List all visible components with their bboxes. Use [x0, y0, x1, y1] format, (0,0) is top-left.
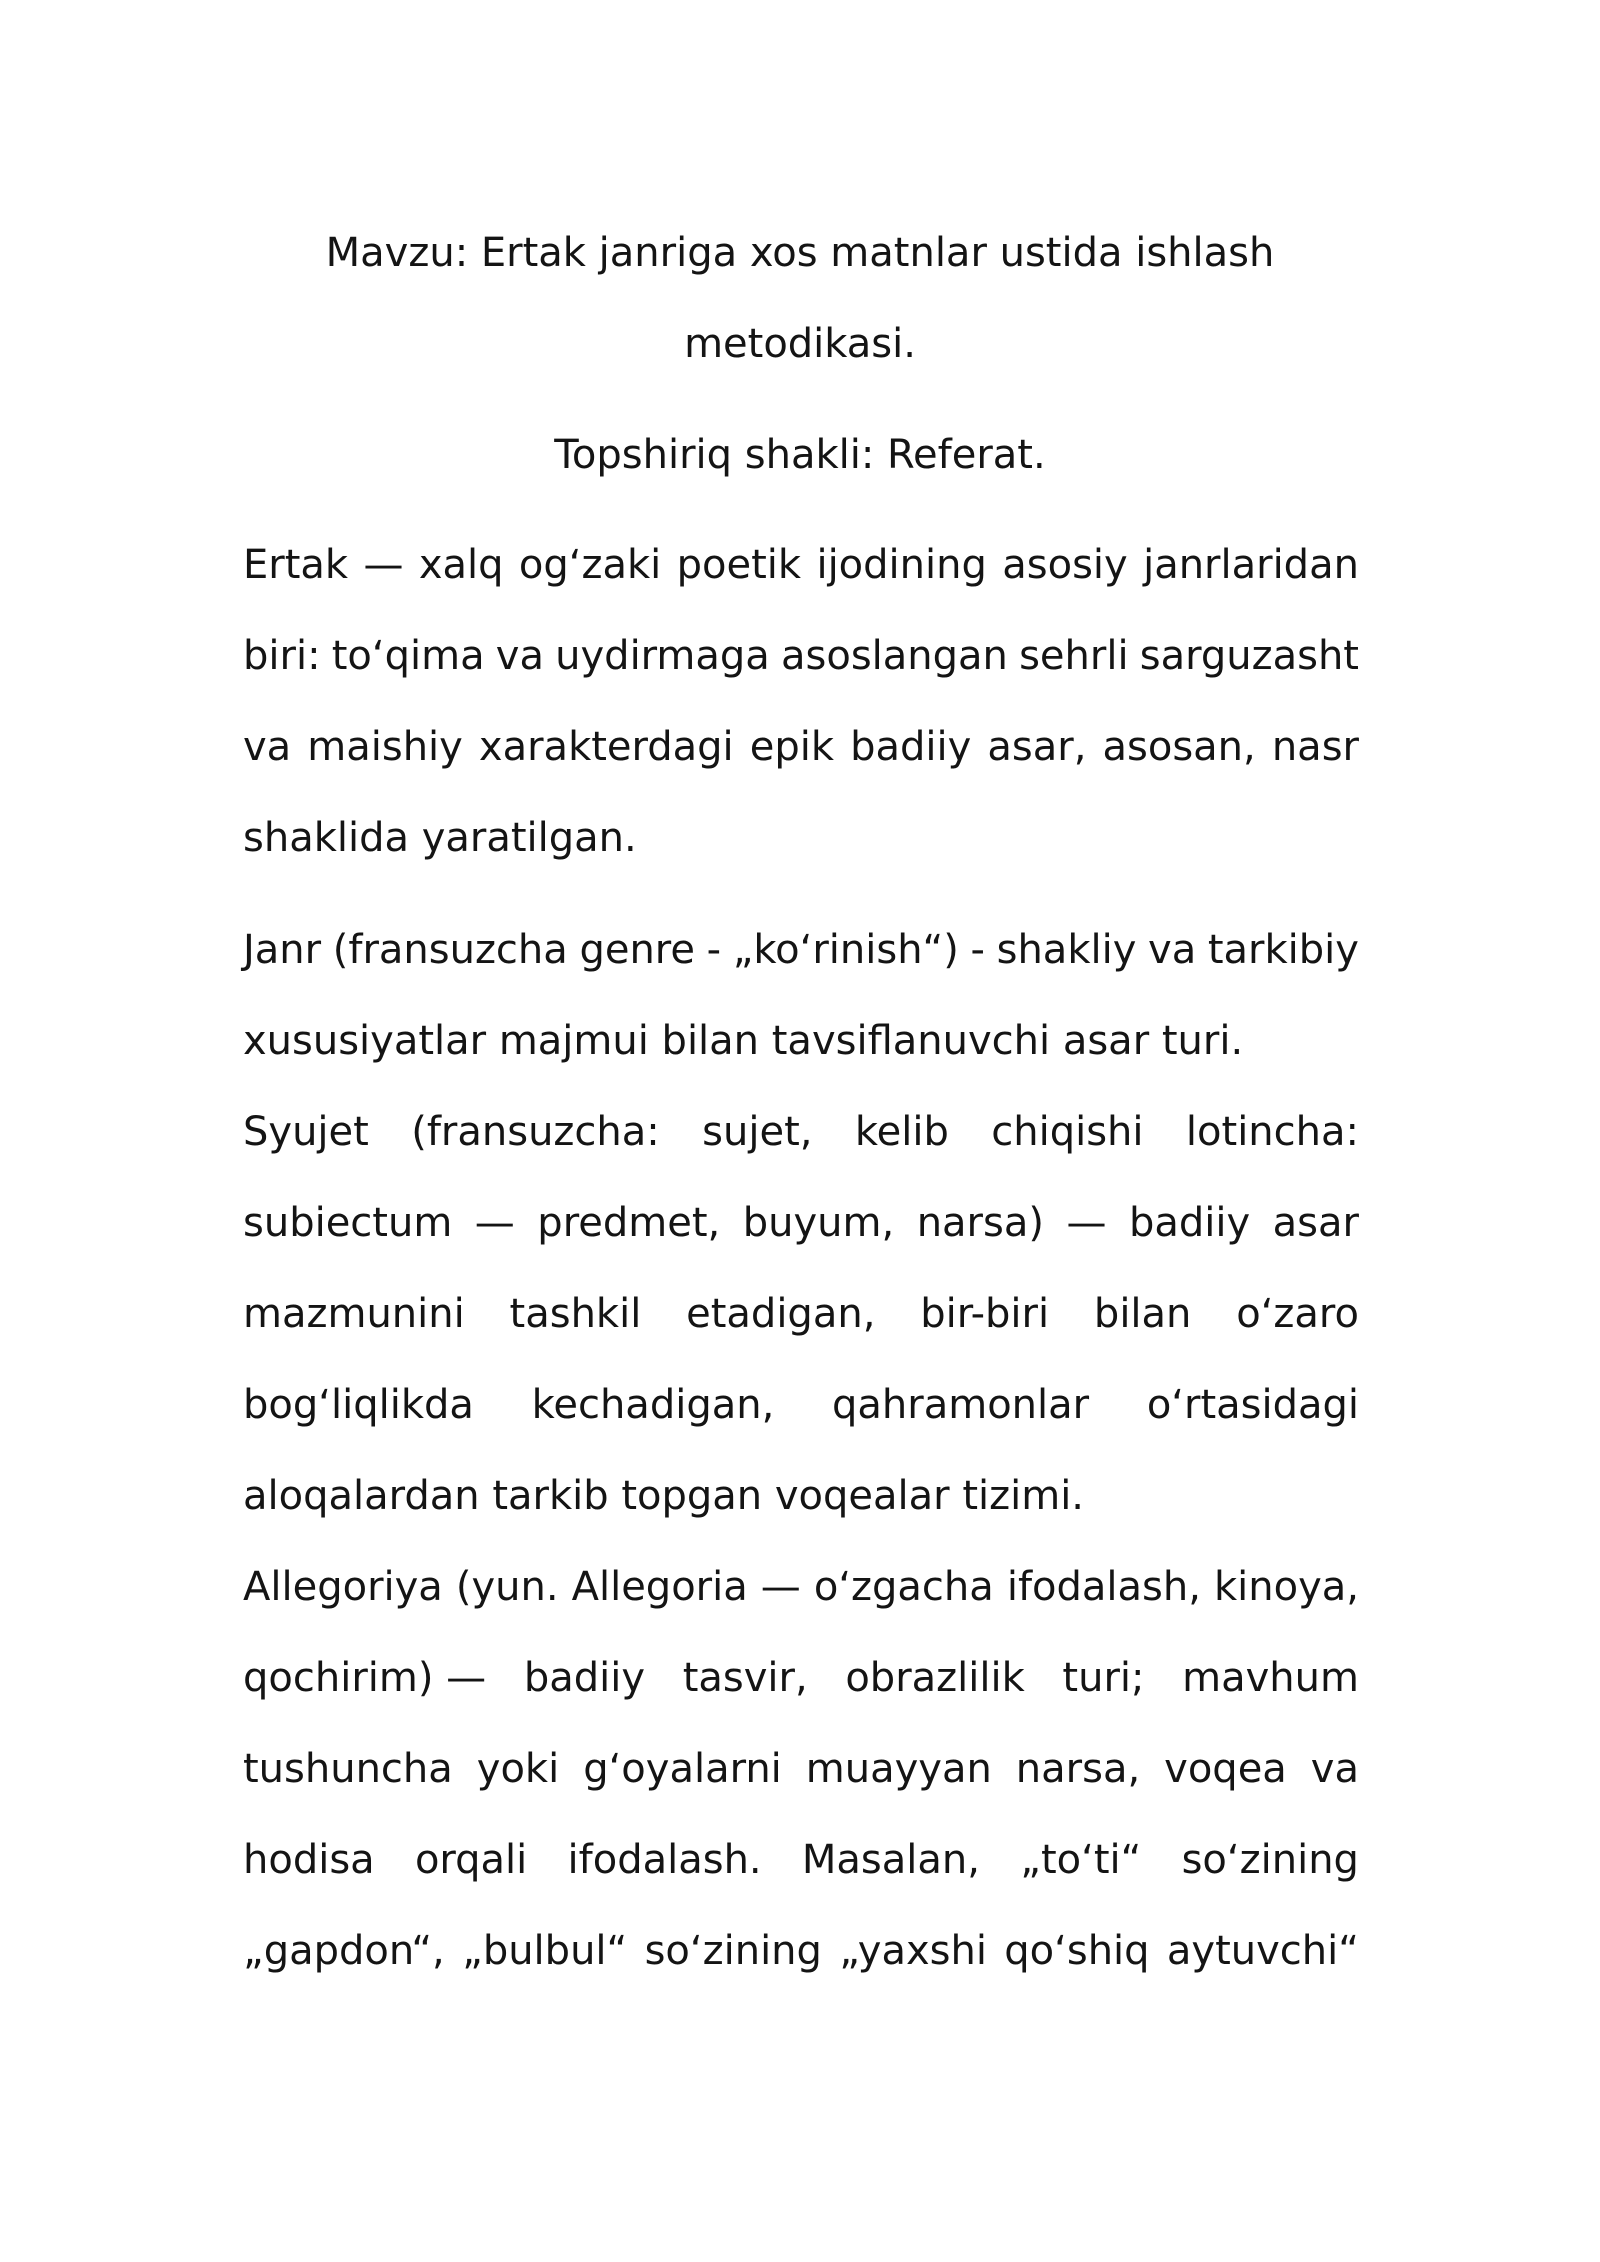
word: bog‘liqlikda: [243, 1382, 474, 1428]
word: badiiy: [1128, 1200, 1251, 1246]
word: asoslangan: [781, 633, 1008, 679]
word: janrlaridan: [1143, 542, 1359, 588]
word: va: [1148, 927, 1197, 973]
word: orqali: [414, 1837, 528, 1883]
word: bir-biri: [920, 1291, 1050, 1337]
word: mazmunini: [243, 1291, 465, 1337]
word: buyum,: [742, 1200, 895, 1246]
word: tushuncha: [243, 1746, 453, 1792]
text-line: [243, 520, 1359, 611]
word: ifodalash,: [1006, 1564, 1201, 1610]
word: aytuvchi“: [1166, 1928, 1359, 1974]
word: obrazlilik: [845, 1655, 1025, 1701]
text-line: [243, 1269, 1359, 1360]
word: o‘rtasidagi: [1146, 1382, 1359, 1428]
word: ifodalash.: [567, 1837, 762, 1883]
word: asosiy: [1002, 542, 1128, 588]
document-title: [240, 208, 1360, 390]
word: etadigan,: [686, 1291, 876, 1337]
word: sehrli: [1019, 633, 1129, 679]
word: —: [474, 1200, 515, 1246]
word: epik: [749, 724, 835, 770]
word: Masalan,: [801, 1837, 980, 1883]
document-subtitle: Topshiriq shakli: Referat.: [554, 432, 1046, 478]
word: -: [706, 927, 722, 973]
paragraph-syujet: [243, 1087, 1359, 1542]
word: hodisa: [243, 1837, 375, 1883]
text-line: [243, 1633, 1359, 1724]
word: —: [1066, 1200, 1107, 1246]
word: Janr: [243, 927, 322, 973]
text-line: [243, 1542, 1359, 1633]
word: og‘zaki: [518, 542, 662, 588]
word: —: [363, 542, 404, 588]
word: narsa): [916, 1200, 1044, 1246]
text-line: [243, 1815, 1359, 1906]
word: predmet,: [537, 1200, 721, 1246]
text-line: [243, 1087, 1359, 1178]
word: shakliy: [996, 927, 1137, 973]
word: muayyan: [805, 1746, 992, 1792]
word: so‘zining: [1181, 1837, 1359, 1883]
word: „to‘ti“: [1020, 1837, 1142, 1883]
word: „ko‘rinish“): [732, 927, 959, 973]
text-line: [243, 611, 1359, 702]
text-line: [243, 1360, 1359, 1451]
word: „gapdon“,: [243, 1928, 445, 1974]
word: „bulbul“: [462, 1928, 628, 1974]
word: turi;: [1062, 1655, 1145, 1701]
word: asosan,: [1102, 724, 1256, 770]
word: chiqishi: [991, 1109, 1144, 1155]
word: asar,: [987, 724, 1087, 770]
word: Ertak: [243, 542, 349, 588]
word: o‘zaro: [1236, 1291, 1359, 1337]
word: o‘zgacha: [813, 1564, 994, 1610]
text-line: [243, 905, 1359, 996]
word: lotincha:: [1185, 1109, 1359, 1155]
word: to‘qima: [331, 633, 485, 679]
word: va: [495, 633, 544, 679]
word: badiiy: [523, 1655, 646, 1701]
word: va: [243, 724, 292, 770]
word: subiectum: [243, 1200, 453, 1246]
word: tashkil: [509, 1291, 642, 1337]
paragraph-ertak: [243, 520, 1359, 884]
word: (yun.: [455, 1564, 559, 1610]
word: ijodining: [816, 542, 987, 588]
word: so‘zining: [644, 1928, 822, 1974]
word: —: [760, 1564, 801, 1610]
title-line: Mavzu: Ertak janriga xos matnlar ustida ishlash: [325, 230, 1275, 276]
word: tarkibiy: [1207, 927, 1359, 973]
word: g‘oyalarni: [583, 1746, 782, 1792]
word: kechadigan,: [531, 1382, 775, 1428]
word: qahramonlar: [832, 1382, 1090, 1428]
word: narsa,: [1015, 1746, 1141, 1792]
word: Allegoria: [571, 1564, 748, 1610]
text-line: [243, 1724, 1359, 1815]
word: „yaxshi: [839, 1928, 987, 1974]
text-line: xususiyatlar majmui bilan tavsiflanuvchi asar turi.: [243, 1018, 1244, 1064]
word: yoki: [476, 1746, 560, 1792]
word: qo‘shiq: [1004, 1928, 1150, 1974]
word: poetik: [676, 542, 802, 588]
word: va: [1310, 1746, 1359, 1792]
word: xarakterdagi: [478, 724, 734, 770]
text-line: shaklida yaratilgan.: [243, 815, 637, 861]
word: xalq: [418, 542, 504, 588]
word: (fransuzcha:: [411, 1109, 660, 1155]
word: Allegoriya: [243, 1564, 443, 1610]
word: tasvir,: [682, 1655, 808, 1701]
word: Syujet: [243, 1109, 369, 1155]
word: bilan: [1093, 1291, 1192, 1337]
word: uydirmaga: [555, 633, 770, 679]
word: badiiy: [850, 724, 972, 770]
title-line: metodikasi.: [684, 321, 916, 367]
word: maishiy: [307, 724, 463, 770]
paragraph-janr: [243, 905, 1359, 1087]
word: sarguzasht: [1139, 633, 1359, 679]
word: mavhum: [1182, 1655, 1359, 1701]
text-line: [243, 702, 1359, 793]
word: nasr: [1271, 724, 1359, 770]
word: kinoya,: [1214, 1564, 1359, 1610]
word: biri:: [243, 633, 321, 679]
word: kelib: [854, 1109, 949, 1155]
word: qochirim) —: [243, 1655, 487, 1701]
word: -: [970, 927, 985, 973]
text-line: [243, 1178, 1359, 1269]
word: voqea: [1164, 1746, 1287, 1792]
paragraph-allegoriya: [243, 1542, 1359, 1997]
word: genre: [579, 927, 695, 973]
word: sujet,: [702, 1109, 813, 1155]
word: (fransuzcha: [332, 927, 568, 973]
text-line: [243, 1906, 1359, 1997]
text-line: aloqalardan tarkib topgan voqealar tizimi.: [243, 1473, 1085, 1519]
word: asar: [1272, 1200, 1359, 1246]
